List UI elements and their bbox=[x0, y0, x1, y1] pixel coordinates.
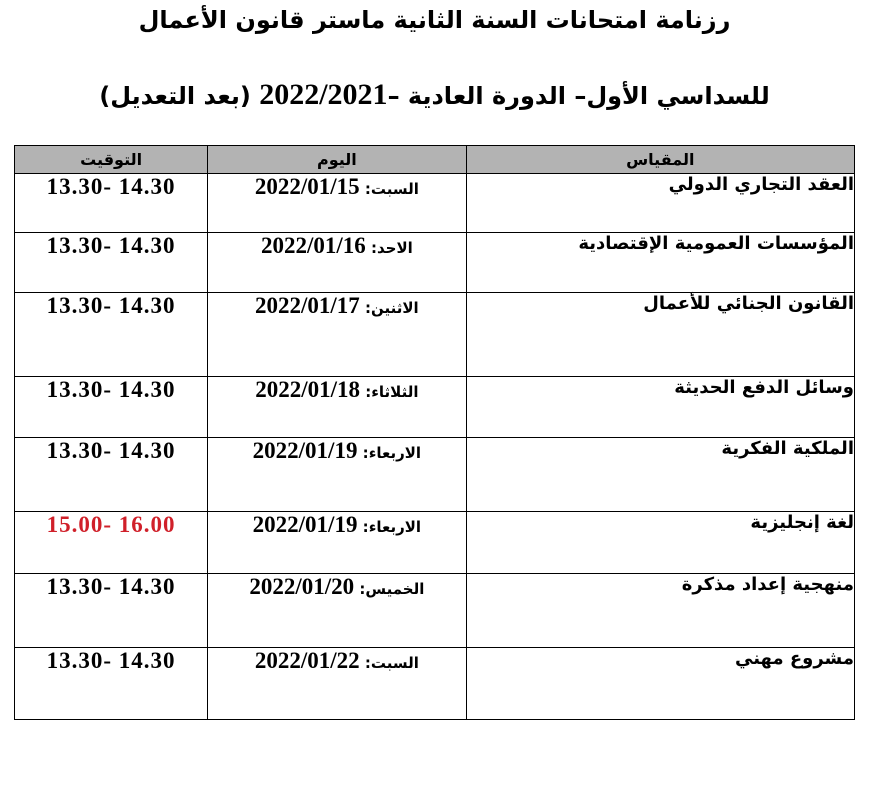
time-cell-highlighted: 15.00- 16.00 bbox=[15, 512, 208, 574]
day-name-text: :الاثنين bbox=[359, 299, 419, 317]
day-name-text: :الاربعاء bbox=[357, 444, 422, 462]
day-name-text: :الثلاثاء bbox=[360, 383, 419, 401]
day-name-text: :الاحد bbox=[365, 239, 413, 257]
subject-cell: القانون الجنائي للأعمال bbox=[466, 293, 854, 377]
day-cell bbox=[208, 512, 466, 574]
header-subject: المقياس bbox=[466, 146, 854, 174]
header-time: التوقيت bbox=[15, 146, 208, 174]
day-name-text: :السبت bbox=[359, 180, 419, 198]
subtitle-year: 2022/2021 bbox=[259, 78, 388, 111]
date-text: 2022/01/22 bbox=[254, 648, 360, 673]
day-name-text: :الخميس bbox=[354, 580, 425, 598]
time-cell: 13.30- 14.30 bbox=[15, 438, 208, 512]
day-cell bbox=[208, 174, 466, 233]
time-cell: 13.30- 14.30 bbox=[15, 293, 208, 377]
day-cell bbox=[208, 233, 466, 293]
day-cell bbox=[208, 648, 466, 720]
table-row bbox=[15, 174, 855, 233]
time-cell: 13.30- 14.30 bbox=[15, 233, 208, 293]
subject-cell: المؤسسات العمومية الإقتصادية bbox=[466, 233, 854, 293]
day-cell bbox=[208, 438, 466, 512]
date-text: 2022/01/19 bbox=[252, 512, 358, 537]
time-cell: 13.30- 14.30 bbox=[15, 648, 208, 720]
time-cell: 13.30- 14.30 bbox=[15, 574, 208, 648]
date-text: 2022/01/20 bbox=[249, 574, 355, 599]
subtitle-prefix: للسداسي الأول– الدورة العادية – bbox=[387, 82, 770, 110]
date-text: 2022/01/17 bbox=[255, 293, 360, 318]
page-title: رزنامة امتحانات السنة الثانية ماستر قانون الأعمال bbox=[138, 6, 731, 34]
table-row bbox=[15, 574, 855, 648]
table-row bbox=[15, 377, 855, 438]
table-row bbox=[15, 438, 855, 512]
subject-cell: منهجية إعداد مذكرة bbox=[466, 574, 854, 648]
subject-cell: الملكية الفكرية bbox=[466, 438, 854, 512]
table-header-row bbox=[15, 146, 855, 174]
table-row bbox=[15, 233, 855, 293]
subject-cell: مشروع مهني bbox=[466, 648, 854, 720]
time-cell: 13.30- 14.30 bbox=[15, 377, 208, 438]
subject-cell: وسائل الدفع الحديثة bbox=[466, 377, 854, 438]
exam-schedule-table bbox=[14, 145, 855, 720]
day-name-text: :السبت bbox=[359, 654, 419, 672]
header-day: اليوم bbox=[208, 146, 466, 174]
date-text: 2022/01/18 bbox=[255, 377, 361, 402]
day-cell bbox=[208, 574, 466, 648]
subject-cell: لغة إنجليزية bbox=[466, 512, 854, 574]
table-row bbox=[15, 293, 855, 377]
page-subtitle bbox=[0, 78, 869, 112]
table-row bbox=[15, 512, 855, 574]
date-text: 2022/01/19 bbox=[252, 438, 358, 463]
date-text: 2022/01/15 bbox=[254, 174, 360, 199]
day-name-text: :الاربعاء bbox=[357, 518, 422, 536]
date-text: 2022/01/16 bbox=[260, 233, 366, 258]
table-row bbox=[15, 648, 855, 720]
day-cell bbox=[208, 293, 466, 377]
time-cell: 13.30- 14.30 bbox=[15, 174, 208, 233]
day-cell bbox=[208, 377, 466, 438]
subject-cell: العقد التجاري الدولي bbox=[466, 174, 854, 233]
subtitle-suffix: (بعد التعديل) bbox=[99, 82, 251, 110]
